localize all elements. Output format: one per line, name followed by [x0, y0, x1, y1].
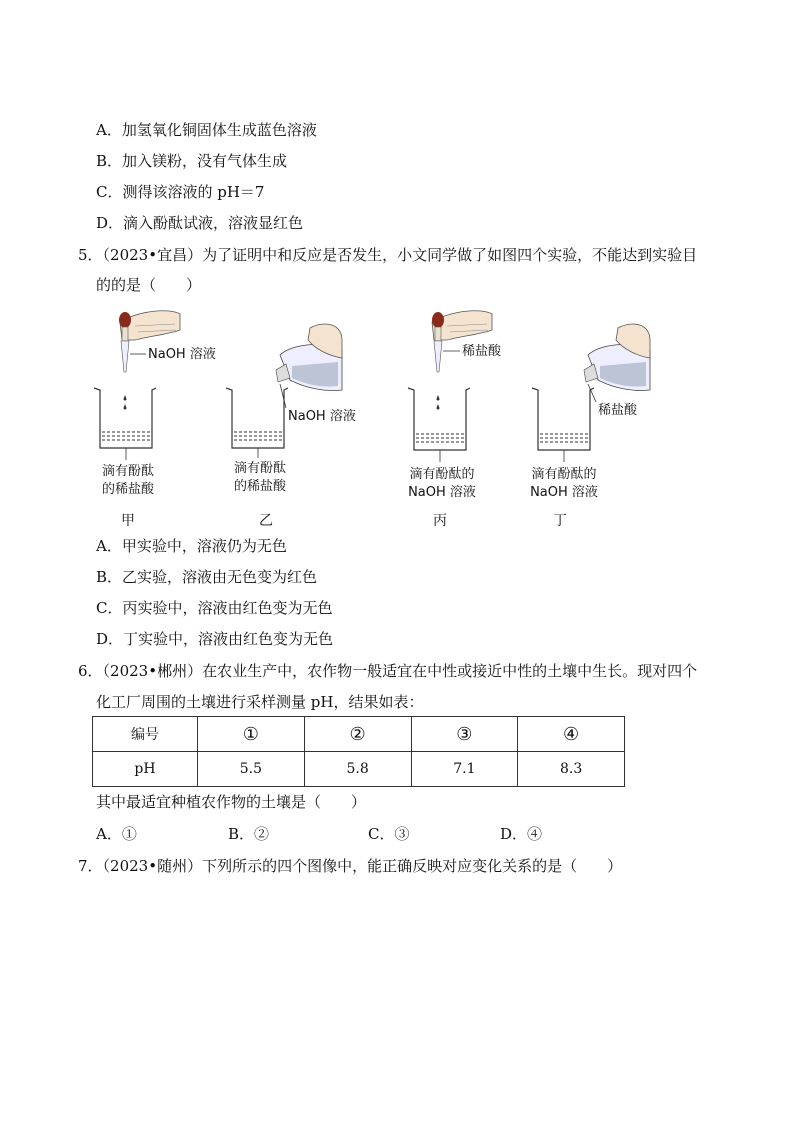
q6-stem-line1: 6．（2023•郴州）在农业生产中，农作物一般适宜在中性或接近中性的土壤中生长。现对四个 [78, 662, 698, 680]
q6-option-a: A．① [96, 825, 137, 843]
yi-beaker-label2: 的稀盐酸 [233, 479, 287, 494]
q6-option-d: D．④ [500, 825, 543, 843]
q5-stem-line1: 5．（2023•宜昌）为了证明中和反应是否发生，小文同学做了如图四个实验，不能达到实验目 [78, 246, 698, 264]
table-row [93, 752, 625, 787]
q6-option-b: B．② [228, 825, 270, 843]
jia-beaker-label1: 滴有酚酞 [101, 464, 155, 479]
ding-reagent-label: 稀盐酸 [598, 403, 638, 418]
q5-option-a: A．甲实验中，溶液仍为无色 [96, 537, 287, 555]
yi-reagent-label: NaOH 溶液 [288, 409, 356, 424]
q4-option-b: B．加入镁粉，没有气体生成 [96, 152, 288, 170]
bing-beaker-label1: 滴有酚酞的 [409, 467, 475, 482]
q7-stem-line1: 7．（2023•随州）下列所示的四个图像中，能正确反映对应变化关系的是（ ） [78, 857, 623, 875]
table-header-cell: 编号 [93, 717, 198, 752]
ph-table [92, 716, 625, 787]
table-cell: pH [93, 752, 198, 787]
bing-reagent-label: 稀盐酸 [462, 344, 502, 359]
q4-option-a: A．加氢氧化铜固体生成蓝色溶液 [96, 121, 317, 139]
jia-name: 甲 [121, 513, 135, 529]
q4-option-c: C．测得该溶液的 pH＝7 [96, 183, 265, 201]
pouring-bottle-icon [276, 324, 342, 391]
table-cell: 7.1 [411, 752, 518, 787]
ding-name: 丁 [553, 513, 567, 529]
ding-beaker-label2: NaOH 溶液 [530, 485, 598, 500]
bing-beaker-label2: NaOH 溶液 [408, 485, 476, 500]
table-header-cell: ② [304, 717, 411, 752]
pouring-bottle-icon [584, 324, 650, 391]
experiment-ding [530, 324, 650, 529]
beaker-icon [532, 388, 594, 462]
q6-stem-line2: 化工厂周围的土壤进行采样测量 pH，结果如表： [96, 693, 424, 711]
yi-name: 乙 [259, 513, 273, 529]
jia-reagent-label: NaOH 溶液 [148, 347, 216, 362]
table-header-cell: ④ [518, 717, 625, 752]
beaker-icon [226, 388, 288, 458]
q4-option-d: D．滴入酚酞试液，溶液显红色 [96, 214, 304, 232]
table-row [93, 717, 625, 752]
q5-option-b: B．乙实验，溶液由无色变为红色 [96, 568, 318, 586]
q5-option-d: D．丁实验中，溶液由红色变为无色 [96, 630, 334, 648]
dropper-icon [432, 312, 444, 372]
dropper-icon [119, 312, 131, 372]
table-header-cell: ③ [411, 717, 518, 752]
experiment-bing [408, 311, 502, 529]
bing-name: 丙 [433, 513, 447, 529]
table-cell: 5.5 [198, 752, 305, 787]
experiment-jia [94, 311, 216, 529]
q5-option-c: C．丙实验中，溶液由红色变为无色 [96, 599, 333, 617]
experiment-yi [226, 324, 356, 529]
q5-experiment-figure [80, 300, 720, 535]
q6-option-c: C．③ [368, 825, 410, 843]
q6-question: 其中最适宜种植农作物的土壤是（ ） [96, 793, 367, 811]
table-header-cell: ① [198, 717, 305, 752]
table-cell: 5.8 [304, 752, 411, 787]
yi-beaker-label1: 滴有酚酞 [233, 461, 287, 476]
ding-beaker-label1: 滴有酚酞的 [531, 467, 597, 482]
table-cell: 8.3 [518, 752, 625, 787]
jia-beaker-label2: 的稀盐酸 [101, 482, 155, 497]
q5-stem-line2: 的的是（ ） [96, 276, 202, 294]
